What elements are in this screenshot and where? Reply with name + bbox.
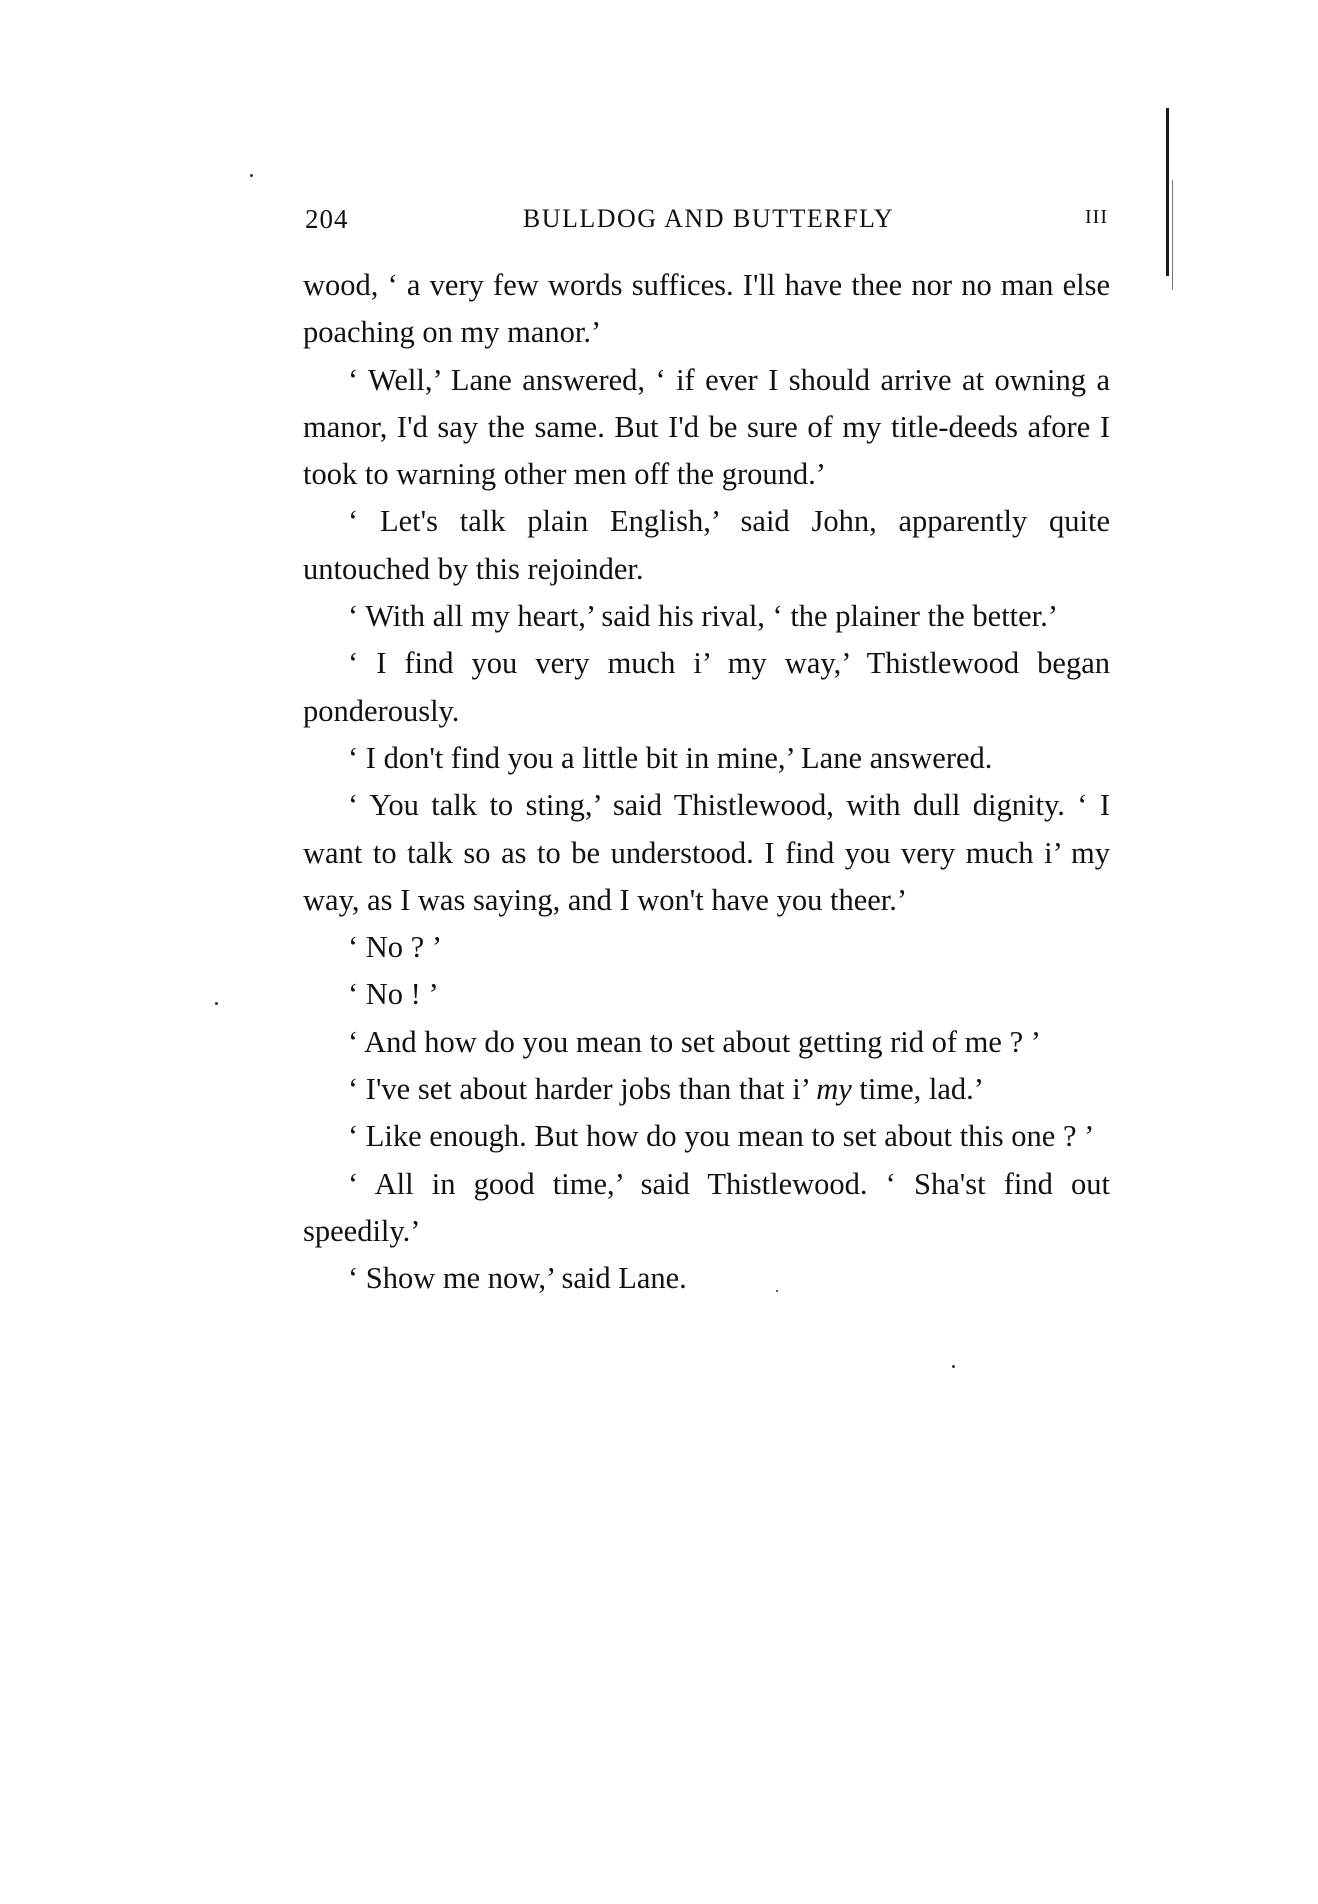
section-number: III <box>1085 206 1108 228</box>
body-text <box>303 262 1110 1303</box>
print-speck <box>215 1002 218 1005</box>
paragraph: wood, ‘ a very few words suffices. I'll have thee nor no man else poaching on my manor.’ <box>303 268 1110 350</box>
paragraph: ‘ You talk to sting,’ said Thistlewood, with dull dignity. ‘ I want to talk so as to be understood. I find you very much i’ my way, as I was saying, and I won't have you theer.’ <box>303 788 1110 917</box>
page-number: 204 <box>305 204 349 234</box>
paragraph: ‘ I find you very much i’ my way,’ Thistlewood began ponderously. <box>303 646 1110 728</box>
page-edge-mark <box>1166 108 1169 276</box>
page-edge-mark-thin <box>1172 180 1173 290</box>
paragraph: ‘ I don't find you a little bit in mine,’ Lane answered. <box>348 740 993 775</box>
paragraph: ‘ Like enough. But how do you mean to set about this one ? ’ <box>348 1119 1095 1154</box>
paragraph: ‘ All in good time,’ said Thistlewood. ‘ Sha'st find out speedily.’ <box>303 1166 1110 1248</box>
paragraph-text: time, lad.’ <box>851 1072 984 1107</box>
paragraph: ‘ No ! ’ <box>348 977 439 1012</box>
print-speck <box>250 174 253 177</box>
paragraph: ‘ With all my heart,’ said his rival, ‘ the plainer the better.’ <box>348 599 1058 634</box>
paragraph: ‘ Show me now,’ said Lane. <box>348 1261 687 1296</box>
paragraph: ‘ And how do you mean to set about getting rid of me ? ’ <box>348 1024 1041 1059</box>
running-title: BULLDOG AND BUTTERFLY <box>522 204 895 233</box>
paragraph: ‘ No ? ’ <box>348 930 443 965</box>
paragraph-text: ‘ I've set about harder jobs than that i’ <box>348 1072 817 1107</box>
emphasis-text: my <box>816 1072 852 1107</box>
paragraph: ‘ Well,’ Lane answered, ‘ if ever I should arrive at owning a manor, I'd say the same. But I'd be sure of my title-deeds afore I took to warning other men off the ground.’ <box>303 362 1110 492</box>
paragraph: ‘ Let's talk plain English,’ said John, apparently quite untouched by this rejoinder. <box>303 504 1110 586</box>
print-speck <box>952 1365 955 1368</box>
page-header <box>305 204 1112 238</box>
paragraph <box>303 1066 1110 1113</box>
